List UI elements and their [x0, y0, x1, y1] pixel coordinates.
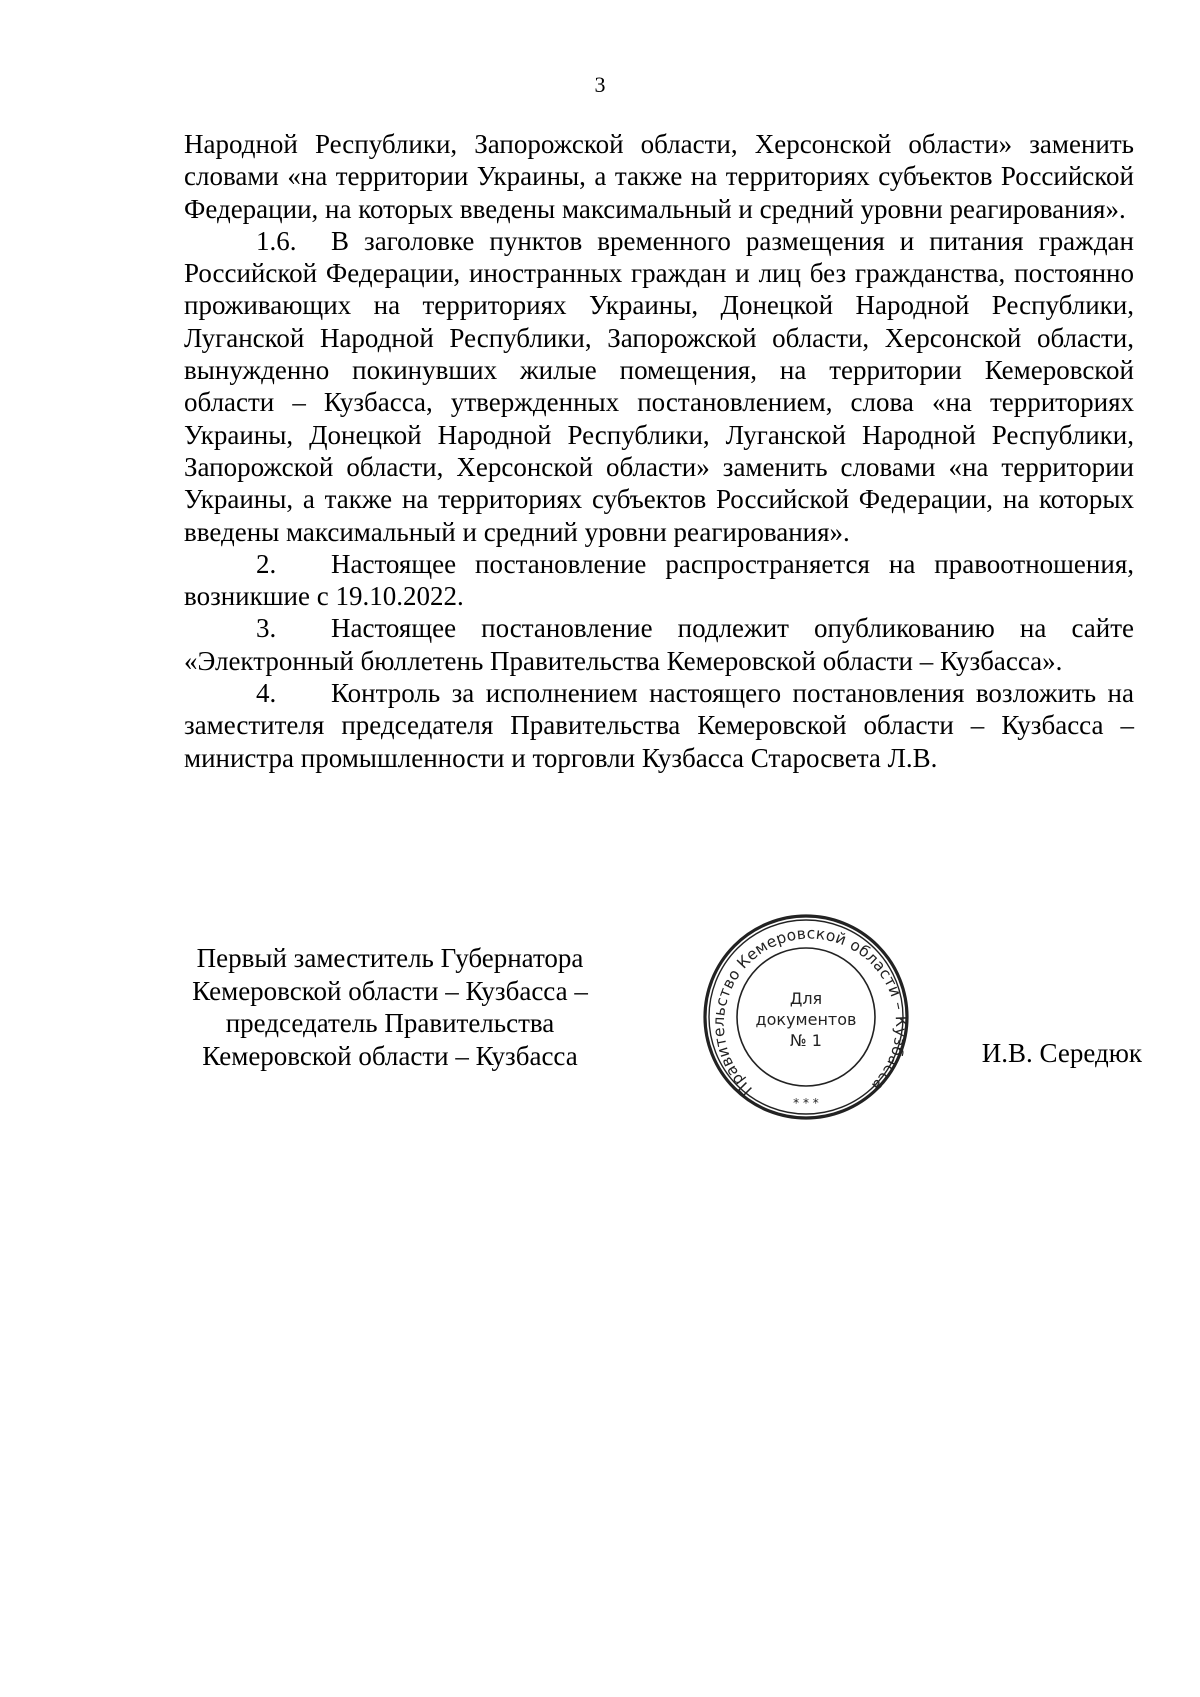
- signer-title-line: председатель Правительства: [225, 1008, 555, 1038]
- stamp-center-line: документов: [755, 1010, 857, 1029]
- stamp-ring-text: Правительство Кемеровской области – Кузбасса: [709, 924, 911, 1100]
- paragraph-text: Настоящее постановление подлежит опубликованию на сайте «Электронный бюллетень Правительства Кемеровской области – Кузбасса».: [184, 613, 1134, 676]
- paragraph-text: В заголовке пунктов временного размещения и питания граждан Российской Федерации, иностранных граждан и лиц без гражданства, постоянно проживающих на территориях Украины, Донецкой Народной Республики, Луганской Народной Республики, Запорожской области, Херсонской области, вынужденно покинувших жилые помещения, на территории Кемеровской области – Кузбасса, утвержденных постановлением, слова «на территориях Украины, Донецкой Народной Республики, Луганской Народной Республики, Запорожской области, Херсонской области» заменить словами «на территории Украины, а также на территориях субъектов Российской Федерации, на которых введены максимальный и средний уровни реагирования».: [184, 225, 1134, 547]
- paragraph-4: [184, 677, 1134, 774]
- document-body: [184, 128, 1134, 774]
- stamp-center-line: № 1: [790, 1031, 822, 1050]
- signer-title-line: Первый заместитель Губернатора: [196, 943, 584, 973]
- official-stamp: [701, 912, 911, 1122]
- signer-title-line: Кемеровской области – Кузбасса –: [192, 975, 588, 1006]
- page-number: 3: [594, 72, 606, 97]
- paragraph-number: 4.: [256, 678, 277, 709]
- paragraph-number: 1.6.: [256, 225, 297, 256]
- paragraph-number: 2.: [256, 548, 277, 579]
- paragraph-continuation: [184, 128, 1134, 225]
- paragraph-text: Народной Республики, Запорожской области, Херсонской области» заменить словами «на территории Украины, а также на территориях субъектов Российской Федерации, на которых введены максимальный и средний уровни реагирования».: [184, 129, 1134, 224]
- paragraph-text: Настоящее постановление распространяется на правоотношения, возникшие с 19.10.2022.: [184, 548, 1134, 612]
- signer-title: [170, 942, 610, 1072]
- paragraph-2: [184, 548, 1134, 613]
- paragraph-number: 3.: [256, 613, 277, 644]
- signer-name: И.В. Середюк: [981, 1038, 1142, 1068]
- stamp-center-line: Для: [789, 989, 823, 1008]
- signer-title-line: Кемеровской области – Кузбасса: [202, 1040, 578, 1071]
- paragraph-1-6: [184, 225, 1134, 548]
- stamp-stars: * * *: [793, 1096, 819, 1110]
- paragraph-text: Контроль за исполнением настоящего постановления возложить на заместителя председателя Правительства Кемеровской области – Кузбасса – министра промышленности и торговли Кузбасса Старосвета Л.В.: [184, 678, 1134, 773]
- paragraph-3: [184, 612, 1134, 677]
